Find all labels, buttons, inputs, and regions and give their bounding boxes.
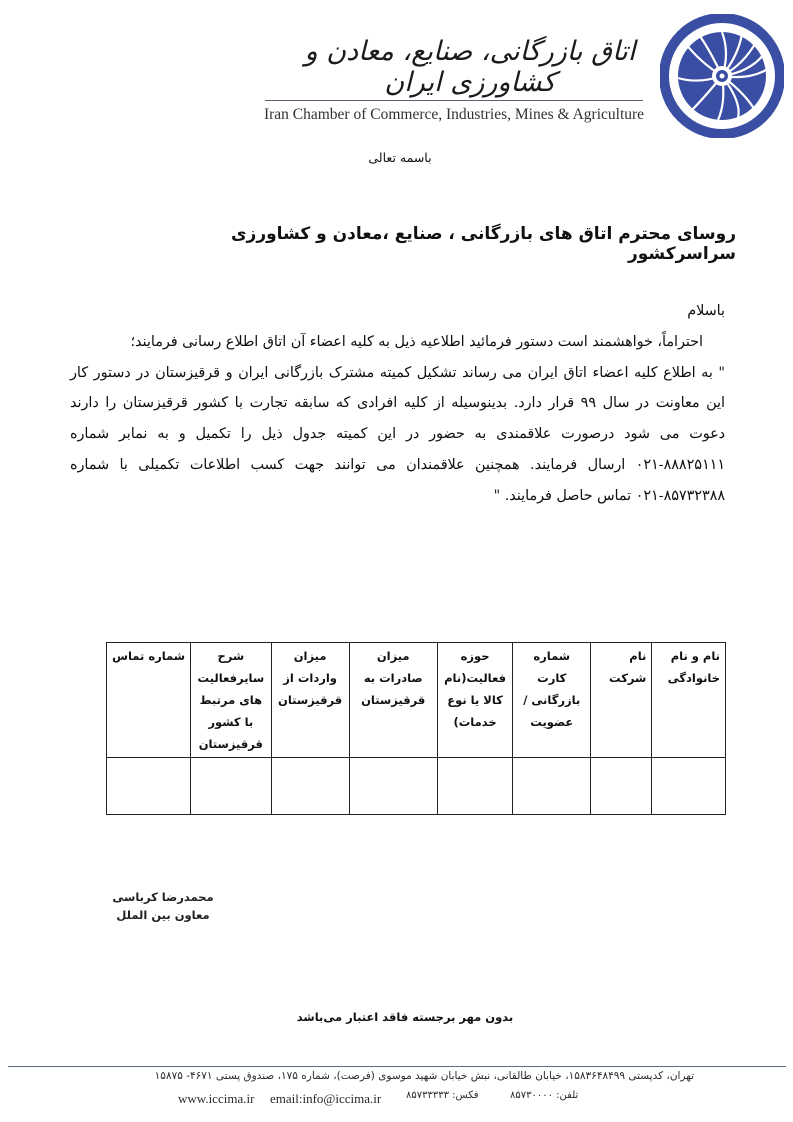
header-imports-from-kyrgyzstan: میزان واردات از قرقیزستان xyxy=(271,643,349,758)
recipients-heading: روسای محترم اتاق های بازرگانی ، صنایع ،معادن و کشاورزی سراسرکشور xyxy=(230,224,736,264)
email-link[interactable]: email:info@iccima.ir xyxy=(270,1091,382,1106)
fax-number: فکس: ۸۵۷۳۳۳۳۳ xyxy=(406,1090,479,1101)
table-row xyxy=(107,758,726,815)
header-contact-number: شماره تماس xyxy=(107,643,191,758)
cell-other-activities[interactable] xyxy=(191,758,272,815)
invocation: باسمه تعالی xyxy=(368,150,432,165)
header-exports-to-kyrgyzstan: میزان صادرات به قرقیزستان xyxy=(349,643,437,758)
cell-activity-field[interactable] xyxy=(437,758,513,815)
website-link[interactable]: www.iccima.ir xyxy=(178,1091,255,1106)
signatory-name: محمدرضا کرباسی xyxy=(112,890,214,904)
registration-form-table xyxy=(106,642,726,815)
cell-exports[interactable] xyxy=(349,758,437,815)
stamp-validity-note: بدون مهر برجسته فاقد اعتبار می‌باشد xyxy=(296,1010,514,1024)
header-divider xyxy=(265,100,643,101)
signatory-title: معاون بین الملل xyxy=(116,908,210,922)
header-other-activities: شرح سایرفعالیت های مرتبط با کشور قرقیزستان xyxy=(191,643,272,758)
header-company-name: نام شرکت xyxy=(591,643,652,758)
cell-full-name[interactable] xyxy=(652,758,726,815)
paragraph-announcement: " به اطلاع کلیه اعضاء اتاق ایران می رساند تشکیل کمیته مشترک بازرگانی ایران و قرقیزستان در دستور کار این معاونت در سال ۹۹ قرار دارد. بدینوسیله از کلیه افرادی که سابقه تجارت با کشور قرقیزستان را دارند دعوت می شود درصورت علاقمندی به حضور در این کمیته جدول ذیل را تکمیل و به نمابر شماره ۸۸۸۲۵۱۱۱-۰۲۱ ارسال فرمایند. همچنین علاقمندان می توانند جهت کسب اطلاعات تکمیلی با شماره ۸۵۷۳۲۳۸۸-۰۲۱ تماس حاصل فرمایند. " xyxy=(70,364,725,504)
org-name-en: Iran Chamber of Commerce, Industries, Mines & Agriculture xyxy=(263,106,645,123)
cell-commerce-card-number[interactable] xyxy=(513,758,591,815)
phone-number: تلفن: ۸۵۷۳۰۰۰۰ xyxy=(510,1090,579,1101)
footer-contact xyxy=(170,1089,584,1107)
footer-address: تهران، کدپستی ۱۵۸۳۶۴۸۴۹۹، خیابان طالقانی، نبش خیابان شهید موسوی (فرصت)، شماره ۱۷۵، صندوق پستی ۴۶۷۱- ۱۵۸۷۵ xyxy=(154,1070,694,1082)
paragraph-request: احتراماً، خواهشمند است دستور فرمائید اطلاعیه ذیل به کلیه اعضاء آن اتاق اطلاع رسانی فرمایند؛ xyxy=(130,333,703,350)
iccima-emblem-icon xyxy=(660,14,784,138)
letter-body xyxy=(70,296,725,512)
header-full-name: نام و نام خانوادگی xyxy=(652,643,726,758)
header-commerce-card-number: شماره کارت بازرگانی / عضویت xyxy=(513,643,591,758)
cell-company-name[interactable] xyxy=(591,758,652,815)
greeting: باسلام xyxy=(687,303,725,319)
cell-contact-number[interactable] xyxy=(107,758,191,815)
header-activity-field: حوزه فعالیت(نام کالا یا نوع خدمات) xyxy=(437,643,513,758)
table-header-row xyxy=(107,643,726,758)
footer-divider xyxy=(8,1066,786,1067)
cell-imports[interactable] xyxy=(271,758,349,815)
signature-block xyxy=(98,888,228,924)
org-name-fa: اتاق بازرگانی، صنایع، معادن و کشاورزی ایران xyxy=(304,36,636,98)
